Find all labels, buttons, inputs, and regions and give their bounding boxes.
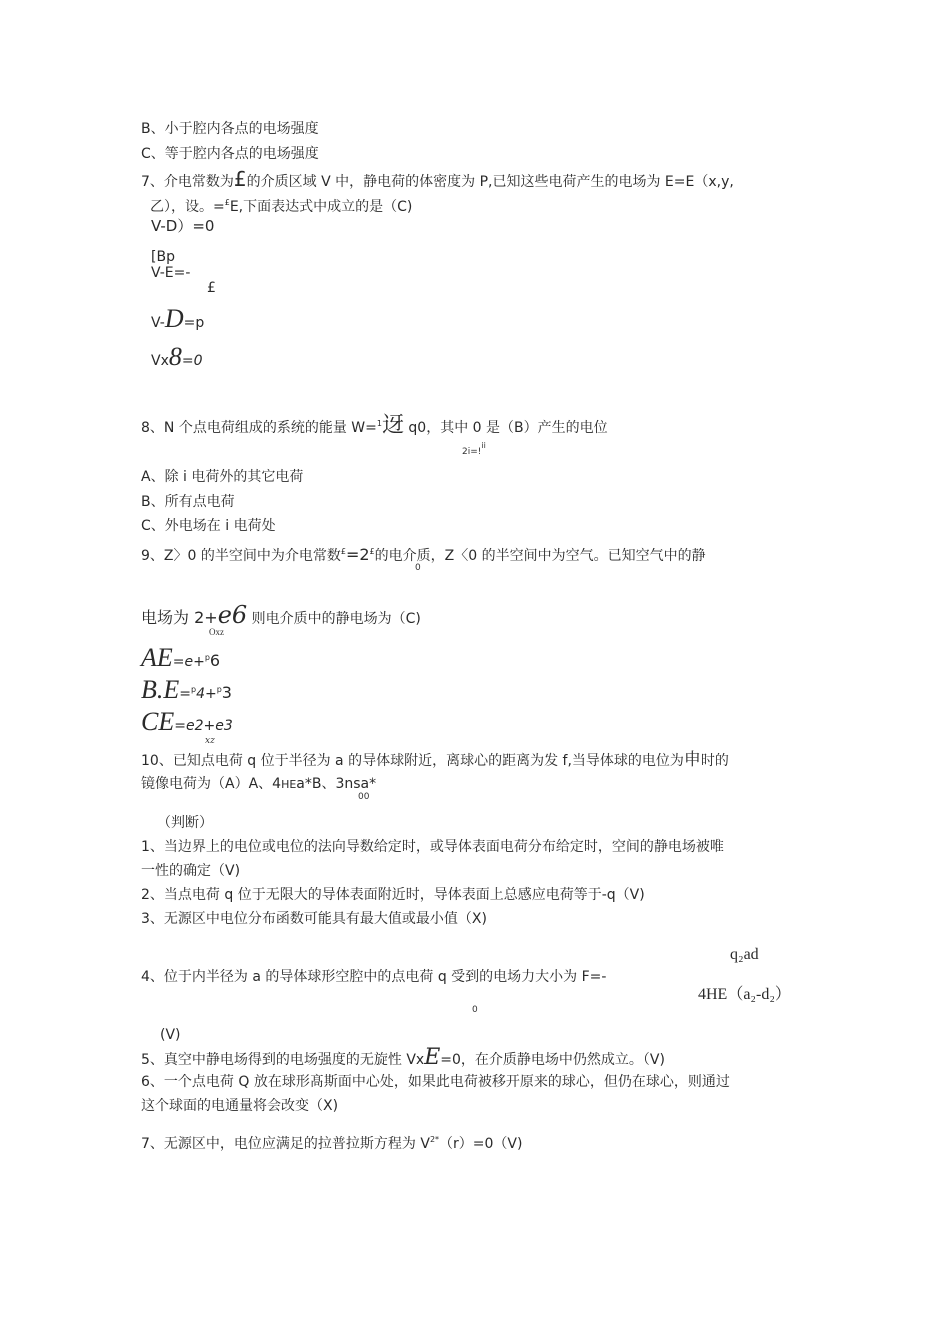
q6-option-c: C、等于腔内各点的电场强度 <box>141 146 319 162</box>
judge-6-line1: 6、一个点电荷 Q 放在球形髙斯面中心处，如果此电荷被移开原来的球心，但仍在球心，则通过 <box>141 1074 730 1090</box>
q9-c-eq: =e2+e3 <box>174 718 233 734</box>
q9-2-b: e6 <box>217 601 248 629</box>
judge-5 <box>141 1045 665 1073</box>
q8-text-b: q0，其中 0 是（B）产生的电位 <box>403 420 608 436</box>
q6-option-b: B、小于腔内各点的电场强度 <box>141 121 319 137</box>
q7-text-a: 7、介电常数为 <box>141 174 234 190</box>
judge-7-sup: 2* <box>429 1135 440 1144</box>
q9-b-label: B.E <box>141 675 180 704</box>
q10-stem-line2 <box>141 775 376 794</box>
q9-sup: £ <box>340 547 346 556</box>
q9-text-a: 9、Z〉0 的半空间中为介电常数 <box>141 548 341 564</box>
q9-c-label: CE <box>141 707 175 736</box>
judge-4-numerator: q₂ad <box>730 946 759 963</box>
q8-sum-glyph: 迓 <box>381 413 404 438</box>
q9-sub-oxz: Oxz <box>209 627 224 637</box>
judge-5-a: 5、真空中静电场得到的电场强度的无旋性 Vx <box>141 1052 425 1068</box>
q7-epsilon: £ <box>233 167 247 191</box>
q8-option-b: B、所有点电荷 <box>141 494 235 510</box>
q9-a-eq: =e+ <box>172 654 205 670</box>
judge-2: 2、当点电荷 q 位于无限大的导体表面附近时，导体表面上总感应电荷等于-q（V) <box>141 887 645 903</box>
q8-subscript <box>462 441 486 457</box>
q7-stem-line2 <box>150 194 412 216</box>
q7-text-d: E,下面表达式中成立的是（C) <box>229 199 413 215</box>
q7-text-b: 的介质区域 V 中，静电荷的体密度为 P,已知这些电荷产生的电场为 E=E（x,y, <box>246 174 734 190</box>
judge-4: 4、位于内半径为 a 的导体球形空腔中的点电荷 q 受到的电场力大小为 F=- <box>141 969 607 985</box>
q9-a-sup: p <box>204 653 210 662</box>
q10-text-b: 时的 <box>700 753 729 769</box>
q7-option-2a: [Bp <box>151 249 175 265</box>
q7-option-3 <box>151 304 204 338</box>
q9-b-eq: = <box>179 686 191 702</box>
q7-option-4 <box>151 342 203 376</box>
q7-option-2b: V-E=- <box>151 265 191 281</box>
judge-7-a: 7、无源区中，电位应满足的拉普拉斯方程为 V <box>141 1136 430 1152</box>
q9-b-sup2: p <box>216 685 222 694</box>
q8-sup: 1 <box>376 419 382 428</box>
q9-option-a <box>141 643 220 677</box>
judge-3: 3、无源区中电位分布函数可能具有最大值或最小值（X) <box>141 911 487 927</box>
judge-1-line1: 1、当边界上的电位或电位的法向导数给定时，或导体表面电荷分布给定时，空间的静电场被唯 <box>141 839 724 855</box>
q8-text-a: 8、N 个点电荷组成的系统的能量 W= <box>141 420 377 436</box>
q7-opt3-d: D <box>164 304 184 333</box>
judge-4-denominator: 4HE（a₂-d₂） <box>698 986 791 1003</box>
q8-stem <box>141 410 608 442</box>
q9-stem-line1 <box>141 543 706 565</box>
q8-sub-a: 2 <box>462 447 468 457</box>
q7-sup: £ <box>224 198 230 207</box>
q7-option-2c: £ <box>207 280 216 296</box>
q9-text-c: 的电介质，Z〈0 的半空间中为空气。已知空气中的静 <box>374 548 706 564</box>
q9-sub-zero: 0 <box>415 563 421 573</box>
q10-phi: 申 <box>683 750 701 770</box>
q9-stem-line2 <box>141 600 421 634</box>
q9-c-sub: xz <box>205 736 215 746</box>
q7-opt4-b: 8 <box>168 342 182 371</box>
q9-sup2: £ <box>369 547 375 556</box>
q8-sub-b: i=! <box>467 447 482 457</box>
judge-6-line2: 这个球面的电通量将会改变（X) <box>141 1098 339 1114</box>
judge-7 <box>141 1131 522 1153</box>
q9-option-c <box>141 707 233 741</box>
q10-he: HE <box>281 778 297 791</box>
q9-2-a: 电场为 2+ <box>141 608 218 627</box>
q10-text-d: a*B、3nsa* <box>296 776 377 792</box>
q10-stem-line1 <box>141 751 729 770</box>
q10-text-c: 镜像电荷为（A）A、4 <box>141 776 282 792</box>
q7-opt4-c: =0 <box>181 353 203 369</box>
q9-b-sup: p <box>191 685 197 694</box>
q9-b-mid: 4+ <box>196 686 217 702</box>
q9-b-end: 3 <box>221 683 232 702</box>
judge-heading: （判断） <box>157 815 213 831</box>
judge-5-c: =0，在介质静电场中仍然成立。（V) <box>440 1052 665 1068</box>
judge-7-b: （r）=0（V) <box>439 1136 523 1152</box>
q9-2-c: 则电介质中的静电场为（C) <box>247 611 421 627</box>
q9-option-b <box>141 675 232 709</box>
judge-5-e: E <box>424 1045 441 1070</box>
q10-sub: 00 <box>358 792 370 802</box>
q9-a-end: 6 <box>209 651 221 670</box>
q7-opt3-a: V- <box>151 315 165 331</box>
q7-opt4-a: Vx <box>151 353 169 369</box>
q7-option-1: V-D）=0 <box>151 217 215 235</box>
q10-text-a: 10、已知点电荷 q 位于半径为 a 的导体球附近，离球心的距离为发 f,当导体球的电位为 <box>141 753 684 769</box>
q9-a-label: AE <box>141 643 173 672</box>
q8-option-c: C、外电场在 i 电荷处 <box>141 518 276 534</box>
judge-1-line2: 一性的确定（V) <box>141 863 241 879</box>
q7-text-c: 乙），设。= <box>150 199 225 215</box>
q8-option-a: A、除 i 电荷外的其它电荷 <box>141 469 304 485</box>
judge-4-answer: (V) <box>160 1027 181 1043</box>
q9-text-b: =2 <box>345 545 370 564</box>
q8-sub-c: ii <box>481 441 486 450</box>
q7-stem-line1 <box>141 167 734 191</box>
judge-4-sub: 0 <box>472 1005 478 1015</box>
q7-opt3-c: =p <box>183 315 205 331</box>
